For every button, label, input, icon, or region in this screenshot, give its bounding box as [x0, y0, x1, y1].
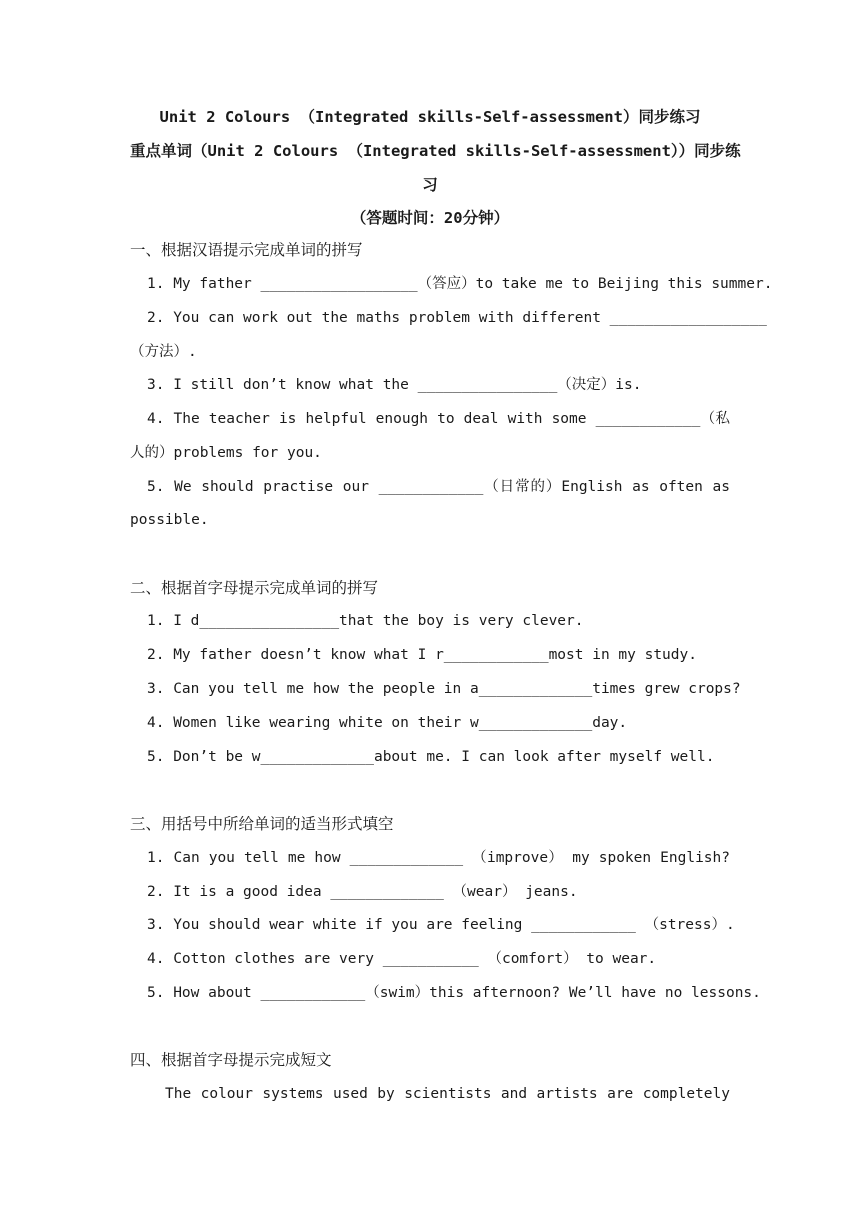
section-4-heading: 四、根据首字母提示完成短文 [130, 1051, 332, 1069]
s3-question-3: 3. You should wear white if you are feeling ____________ （stress）. [147, 917, 735, 933]
s1-question-2: 2. You can work out the maths problem with different __________________ [147, 310, 767, 326]
s1-question-4-cont: 人的）problems for you. [130, 445, 322, 461]
section-2-heading: 二、根据首字母提示完成单词的拼写 [130, 579, 379, 597]
worksheet-subtitle-cont: 习 [422, 176, 438, 194]
s1-question-3: 3. I still don’t know what the ________________（决定）is. [147, 377, 642, 393]
s3-question-5: 5. How about ____________（swim）this afternoon? We’ll have no lessons. [147, 985, 761, 1001]
worksheet-title: Unit 2 Colours （Integrated skills-Self-assessment）同步练习 [159, 108, 701, 126]
worksheet-subtitle: 重点单词（Unit 2 Colours （Integrated skills-Self-assessment））同步练 [130, 142, 741, 160]
s3-question-2: 2. It is a good idea _____________ （wear） jeans. [147, 884, 578, 900]
s2-question-5: 5. Don’t be w_____________about me. I can look after myself well. [147, 749, 715, 765]
s3-question-1: 1. Can you tell me how _____________ （improve） my spoken English? [147, 850, 730, 866]
s2-question-3: 3. Can you tell me how the people in a_____________times grew crops? [147, 681, 741, 697]
s1-question-2-cont: （方法）. [130, 344, 197, 360]
answer-time: （答题时间：20分钟） [350, 209, 510, 227]
section-3-heading: 三、用括号中所给单词的适当形式填空 [130, 815, 394, 833]
section-1-heading: 一、根据汉语提示完成单词的拼写 [130, 241, 363, 259]
s1-question-5-cont: possible. [130, 512, 209, 528]
s2-question-1: 1. I d________________that the boy is very clever. [147, 613, 584, 629]
s1-question-4: 4. The teacher is helpful enough to deal with some ____________（私 [147, 411, 730, 427]
s1-question-1: 1. My father __________________（答应）to take me to Beijing this summer. [147, 276, 773, 292]
s3-question-4: 4. Cotton clothes are very ___________ （comfort） to wear. [147, 951, 657, 967]
s4-passage-line-1: The colour systems used by scientists and artists are completely [165, 1086, 730, 1102]
s2-question-4: 4. Women like wearing white on their w_____________day. [147, 715, 628, 731]
s2-question-2: 2. My father doesn’t know what I r____________most in my study. [147, 647, 697, 663]
s1-question-5: 5. We should practise our ____________（日常的）English as often as [147, 479, 730, 495]
